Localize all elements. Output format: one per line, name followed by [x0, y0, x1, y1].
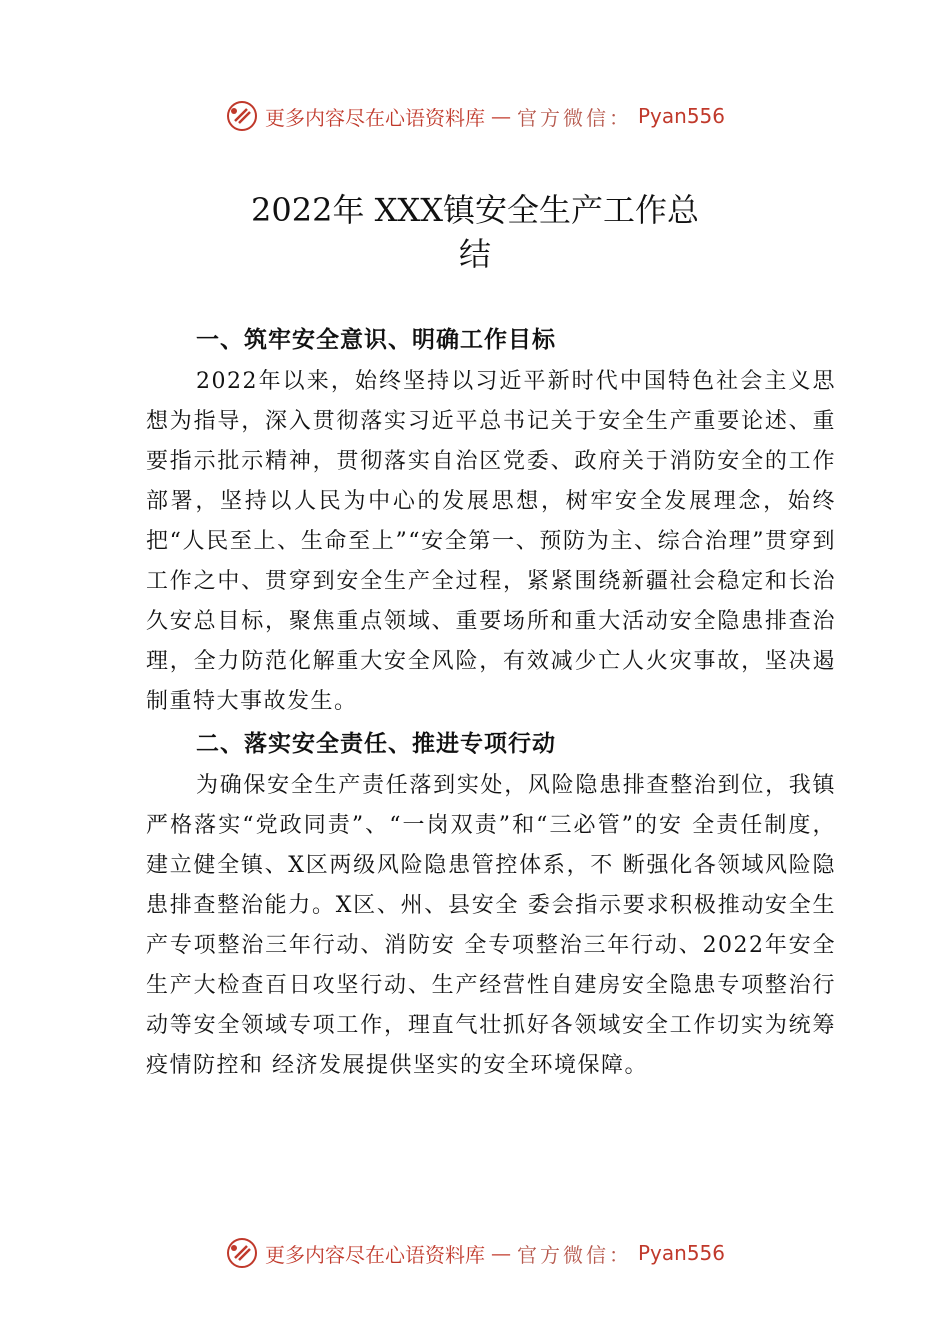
banner-wechat-label: 官方微信：: [516, 105, 632, 130]
banner-wechat-id: Pyan556: [637, 104, 725, 128]
banner-wechat-label: 官方微信：: [516, 1242, 632, 1267]
banner-separator: —: [490, 104, 511, 128]
document-title: [200, 188, 750, 276]
banner-separator: —: [490, 1241, 511, 1265]
document-body: [146, 318, 836, 1086]
banner-text: 更多内容尽在心语资料库: [264, 105, 485, 130]
banner-text: 更多内容尽在心语资料库: [264, 1242, 485, 1267]
section-heading-1: 一、筑牢安全意识、明确工作目标: [196, 327, 556, 353]
title-line-2: 结: [458, 235, 491, 273]
header-banner: [0, 96, 950, 136]
section-heading-2: 二、落实安全责任、推进专项行动: [196, 731, 556, 757]
title-line-1: 2022年 XXX镇安全生产工作总: [251, 191, 699, 229]
logo-icon: [225, 1236, 259, 1270]
section-body-2: 为确保安全生产责任落到实处，风险隐患排查整治到位，我镇严格落实“党政同责”、“一岗双责”和“三必管”的安 全责任制度，建立健全镇、X区两级风险隐患管控体系，不 断强化各领域风险隐患排查整治能力。X区、州、县安全 委会指示要求积极推动安全生产专项整治三年行动、消防安 全专项整治三年行动、2022年安全生产大检查百日攻坚行动、生产经营性自建房安全隐患专项整治行动等安全领域专项工作，理直气壮抓好各领域安全工作切实为统筹疫情防控和 经济发展提供坚实的安全环境保障。: [146, 773, 836, 1078]
logo-icon: [225, 99, 259, 133]
banner-wechat-id: Pyan556: [637, 1241, 725, 1265]
footer-banner: [0, 1233, 950, 1273]
section-body-1: 2022年以来，始终坚持以习近平新时代中国特色社会主义思想为指导，深入贯彻落实习近平总书记关于安全生产重要论述、重要指示批示精神，贯彻落实自治区党委、政府关于消防安全的工作部署，坚持以人民为中心的发展思想，树牢安全发展理念，始终把“人民至上、生命至上”“安全第一、预防为主、综合治理”贯穿到工作之中、贯穿到安全生产全过程，紧紧围绕新疆社会稳定和长治久安总目标，聚焦重点领域、重要场所和重大活动安全隐患排查治理，全力防范化解重大安全风险，有效减少亡人火灾事故，坚决遏制重特大事故发生。: [146, 369, 836, 714]
